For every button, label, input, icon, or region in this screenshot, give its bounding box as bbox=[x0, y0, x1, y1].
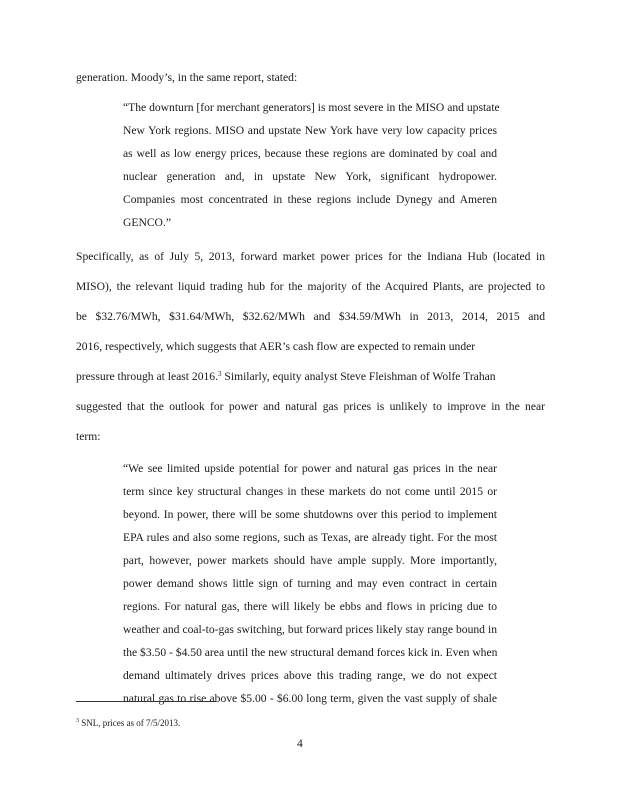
quote-line: part, however, power markets should have ample supply. More importantly, bbox=[123, 554, 497, 567]
quote-line: demand ultimately drives prices above this trading range, we do not expect bbox=[123, 669, 497, 682]
quote-line: term since key structural changes in these markets do not come until 2015 or bbox=[123, 485, 497, 498]
paragraph-line: suggested that the outlook for power and natural gas prices is unlikely to improve in the near bbox=[76, 400, 545, 413]
paragraph-line: term: bbox=[76, 430, 101, 443]
quote-line: EPA rules and also some regions, such as Texas, are already tight. For the most bbox=[123, 531, 497, 544]
quote-line: power demand shows little sign of turning and may even contract in certain bbox=[123, 577, 497, 590]
footnote bbox=[76, 718, 180, 729]
quote-line: beyond. In power, there will be some shutdowns over this period to implement bbox=[123, 508, 497, 521]
footnote-reference[interactable]: 3 bbox=[218, 370, 222, 378]
quote-line: Companies most concentrated in these regions include Dynegy and Ameren bbox=[123, 193, 497, 206]
quote-line: the $3.50 - $4.50 area until the new structural demand forces kick in. Even when bbox=[123, 646, 498, 659]
footnote-text: SNL, prices as of 7/5/2013. bbox=[79, 718, 181, 728]
quote-line: GENCO.” bbox=[123, 216, 171, 229]
quote-line: as well as low energy prices, because these regions are dominated by coal and bbox=[123, 147, 497, 160]
paragraph-text: pressure through at least 2016. bbox=[76, 370, 218, 383]
quote-line: regions. For natural gas, there will likely be ebbs and flows in pricing due to bbox=[123, 600, 497, 613]
paragraph-line: 2016, respectively, which suggests that AER’s cash flow are expected to remain under bbox=[76, 340, 476, 353]
quote-line: New York regions. MISO and upstate New York have very low capacity prices bbox=[123, 124, 497, 137]
quote-line: weather and coal-to-gas switching, but forward prices likely stay range bound in bbox=[123, 623, 497, 636]
paragraph-text: Similarly, equity analyst Steve Fleishman of Wolfe Trahan bbox=[221, 370, 496, 383]
quote-line: nuclear generation and, in upstate New York, significant hydropower. bbox=[123, 170, 497, 183]
page-number: 4 bbox=[297, 737, 303, 750]
paragraph-line: MISO), the relevant liquid trading hub for the majority of the Acquired Plants, are projected to bbox=[76, 280, 545, 293]
footnote-marker: 3 bbox=[76, 718, 79, 724]
opening-line: generation. Moody’s, in the same report, stated: bbox=[76, 71, 298, 84]
quote-line: natural gas to rise above $5.00 - $6.00 long term, given the vast supply of shale bbox=[123, 692, 497, 705]
quote-line: “We see limited upside potential for power and natural gas prices in the near bbox=[123, 462, 497, 475]
footnote-divider bbox=[76, 701, 216, 702]
paragraph-line: be $32.76/MWh, $31.64/MWh, $32.62/MWh and $34.59/MWh in 2013, 2014, 2015 and bbox=[76, 310, 545, 323]
quote-line: “The downturn [for merchant generators] is most severe in the MISO and upstate bbox=[123, 101, 500, 114]
paragraph-line: Specifically, as of July 5, 2013, forward market power prices for the Indiana Hub (located in bbox=[76, 250, 545, 263]
paragraph-line bbox=[76, 370, 496, 384]
